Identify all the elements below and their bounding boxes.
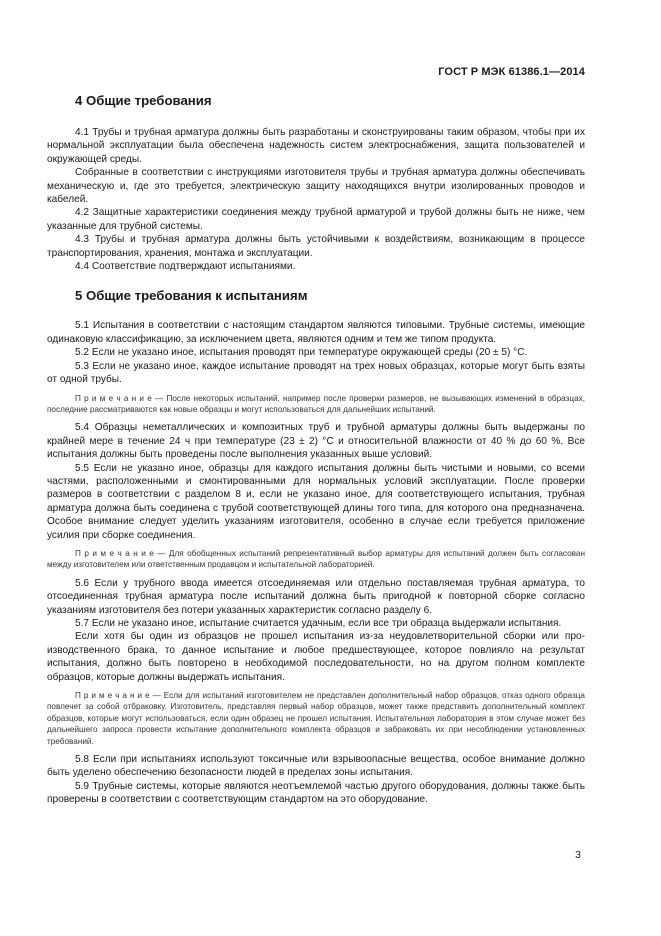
paragraph-5-8: 5.8 Если при испытаниях используют токсичные или взрывоопасные вещества, особое внимание должно быть уделено обеспечению безопасности людей в пределах зоны испытания. — [47, 754, 585, 779]
paragraph-5-7: 5.7 Если не указано иное, испытание считается удачным, если все три образца выдержали испытания. — [75, 618, 562, 629]
note-1: П р и м е ч а н и е — После некоторых испытаний, например после проверки размеров, не вызывающих изменений в образцах, последние рассматриваются как новые образцы и могут использоваться для дальнейших испытаний. — [47, 393, 585, 414]
section-4-title: 4 Общие требования — [75, 93, 212, 108]
paragraph-5-5: 5.5 Если не указано иное, образцы для каждого испытания должны быть чистыми и новыми, со всеми частями, расположенными и смонтированными для нормальных условий эксплуатации. После проверки размеров в соответствии с разделом 8 и, если не указано иное, для соответствующего испытания, трубная арматура должна быть соединена с трубой соответствующей длины того типа, для которого она предназначена. Особое внимание следует уделить указаниям изготовителя, особенно в случае если требуется приложение усилия при сборке соединения. — [47, 462, 585, 541]
note-2: П р и м е ч а н и е — Для обобщенных испытаний репрезентативный выбор арматуры для испытаний должен быть согласован между изготовителем или ответственным продавцом и испытательной лабораторией. — [47, 548, 585, 570]
paragraph-5-4: 5.4 Образцы неметаллических и композитных труб и трубной арматуры должны быть выдержаны по крайней мере в течение 24 ч при температуре (23 ± 2) °С и относительной влажности от 40 % до 60 %. Все испытания должны быть проведены после выполнения указанных выше условий. — [47, 422, 585, 461]
paragraph-5-7-retest: Если хотя бы один из образцов не прошел испытания из-за неудовлетворительной сборки или производственного брака, то данное испытание и любое предшествующее, которое повлияло на результат испытания, должно быть повторено в необходимой последовательности, но на другом полном комплекте образцов, которые должны выдержать испытания. — [47, 631, 585, 683]
paragraph-4-3: 4.3 Трубы и трубная арматура должны быть устойчивыми к воздействиям, возникающим в процессе транспортирования, хранения, монтажа и эксплуатации. — [47, 234, 585, 259]
paragraph-4-4: 4.4 Соответствие подтверждают испытаниями. — [75, 261, 296, 273]
paragraph-5-1: 5.1 Испытания в соответствии с настоящим стандартом являются типовыми. Трубные системы, имеющие одинаковую классификацию, за исключением цвета, являются одним и тем же типом продукта. — [47, 320, 585, 345]
paragraph-5-2: 5.2 Если не указано иное, испытания проводят при температуре окружающей среды (20 ± 5) °С. — [75, 347, 528, 359]
paragraph-4-1-assembly: Собранные в соответствии с инструкциями изготовителя трубы и трубная арматура должны обеспечивать механическую и, где это требуется, электрическую защиту находящихся внутри изолированных проводов и кабелей. — [47, 167, 585, 206]
page-number: 3 — [575, 849, 581, 861]
paragraph-4-2: 4.2 Защитные характеристики соединения между трубной арматурой и трубой должны быть не ниже, чем указанные для трубной системы. — [47, 207, 585, 232]
paragraph-5-9: 5.9 Трубные системы, которые являются неотъемлемой частью другого оборудования, должны также быть проверены в соответствии с соответствующим стандартом на это оборудование. — [47, 780, 585, 806]
paragraph-5-6: 5.6 Если у трубного ввода имеется отсоединяемая или отдельно поставляемая трубная арматура, то отсоединенная трубная арматура после испытаний должна быть пригодной к повторной сборке согласно указаниям изготовителя без потери указанных характеристик согласно разделу 6. — [47, 577, 585, 616]
section-5-title: 5 Общие требования к испытаниям — [75, 288, 308, 304]
paragraph-5-3: 5.3 Если не указано иное, каждое испытание проводят на трех новых образцах, которые могут быть взяты от одной трубы. — [47, 360, 585, 386]
paragraph-4-1: 4.1 Трубы и трубная арматура должны быть разработаны и сконструированы таким образом, чтобы при их нормальной эксплуатации была обеспечена надежность систем электроснабжения, защита пользователей и окружающей среды. — [47, 127, 585, 165]
document-header: ГОСТ Р МЭК 61386.1—2014 — [438, 66, 585, 78]
note-3: П р и м е ч а н и е — Если для испытаний изготовителем не представлен дополнительный набор образцов, отказ одного образца повлечет за собой отбраковку. Изготовитель, представляя первый набор образцов, может также представить дополнительный комплект образцов, которые могут использоваться, если один образец не прошел испытания. Испытательная лаборатория в этом случае может без дальнейшего запроса провести испытание дополнительного комплекта образцов и забраковать их при несоблюдении установленных требований. — [47, 691, 585, 746]
page-content — [47, 92, 585, 807]
